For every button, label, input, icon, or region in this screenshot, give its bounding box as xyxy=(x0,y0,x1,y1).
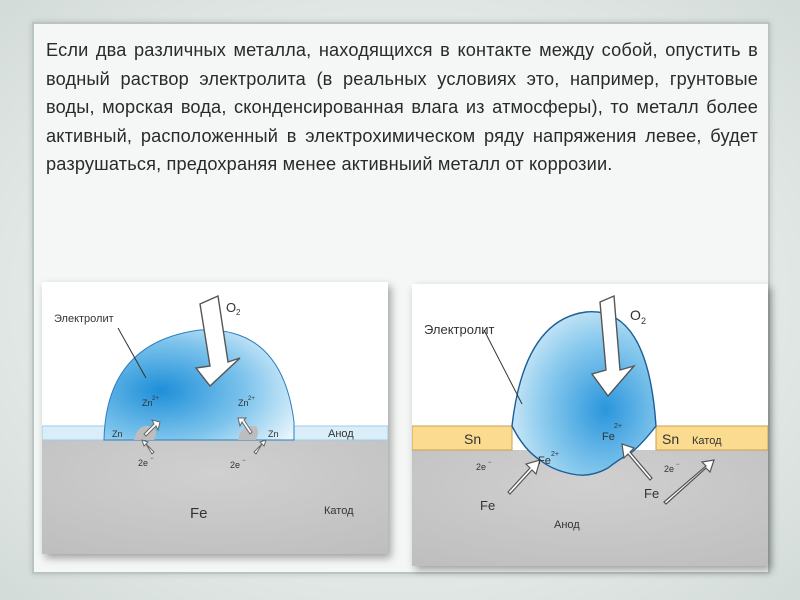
tin-diagram-svg xyxy=(412,284,768,566)
iron-label-left: Fe xyxy=(480,498,496,513)
zinc-ion-right-charge: 2+ xyxy=(248,396,255,402)
zinc-ion-left-charge: 2+ xyxy=(152,396,159,402)
oxygen-label: O xyxy=(226,300,237,315)
tin-label-right: Sn xyxy=(662,431,680,447)
tin-label-left: Sn xyxy=(464,431,482,447)
cathode-label: Катод xyxy=(324,505,354,517)
zinc-ion-right: Zn xyxy=(238,398,249,408)
zinc-coating-diagram xyxy=(42,282,388,554)
electrons-right-charge: − xyxy=(676,462,680,468)
electrons-left-charge: − xyxy=(488,460,492,466)
iron-ion-right: Fe xyxy=(602,431,615,443)
electrons-left-charge: − xyxy=(150,456,154,462)
cathode-label: Катод xyxy=(692,435,722,447)
electrons-right: 2e xyxy=(664,464,675,474)
oxygen-subscript: 2 xyxy=(236,308,241,317)
iron-ion-right-charge: 2+ xyxy=(614,423,622,430)
electrons-right: 2e xyxy=(230,460,241,470)
anode-label: Анод xyxy=(328,428,354,440)
electrolyte-drop xyxy=(512,312,656,475)
iron-label-right: Fe xyxy=(644,486,660,501)
zinc-ion-left: Zn xyxy=(142,398,153,408)
tin-coating-left xyxy=(412,426,512,450)
electrons-left: 2e xyxy=(476,462,487,472)
electrons-right-charge: − xyxy=(242,458,246,464)
iron-ion-left-charge: 2+ xyxy=(551,451,559,458)
electrons-left: 2e xyxy=(138,458,149,468)
iron-base xyxy=(42,440,388,554)
electrolyte-drop xyxy=(104,330,294,440)
oxygen-subscript: 2 xyxy=(641,316,647,326)
iron-label: Fe xyxy=(190,505,208,522)
anode-label: Анод xyxy=(554,519,580,531)
body-paragraph: Если два различных металла, находящихся в контакте между собой, опустить в водный раствор электролита (в реальных условиях это, например, грунтовые воды, морская вода, сконденсированная влага из атмосферы), то металл более активный, расположенный в электрохимическом ряду напряжения левее, будет разрушаться, предохраняя менее активныий металл от коррозии. xyxy=(46,40,758,175)
electrolyte-pointer xyxy=(484,330,522,404)
iron-ion-left: Fe xyxy=(538,455,551,467)
zinc-label-right: Zn xyxy=(268,429,279,439)
electrolyte-label: Электролит xyxy=(424,322,495,337)
zinc-diagram-svg xyxy=(42,282,388,554)
oxygen-label: O xyxy=(630,307,641,323)
zinc-label-left: Zn xyxy=(112,429,123,439)
electrolyte-label: Электролит xyxy=(54,313,114,325)
tin-coating-diagram xyxy=(412,284,768,566)
